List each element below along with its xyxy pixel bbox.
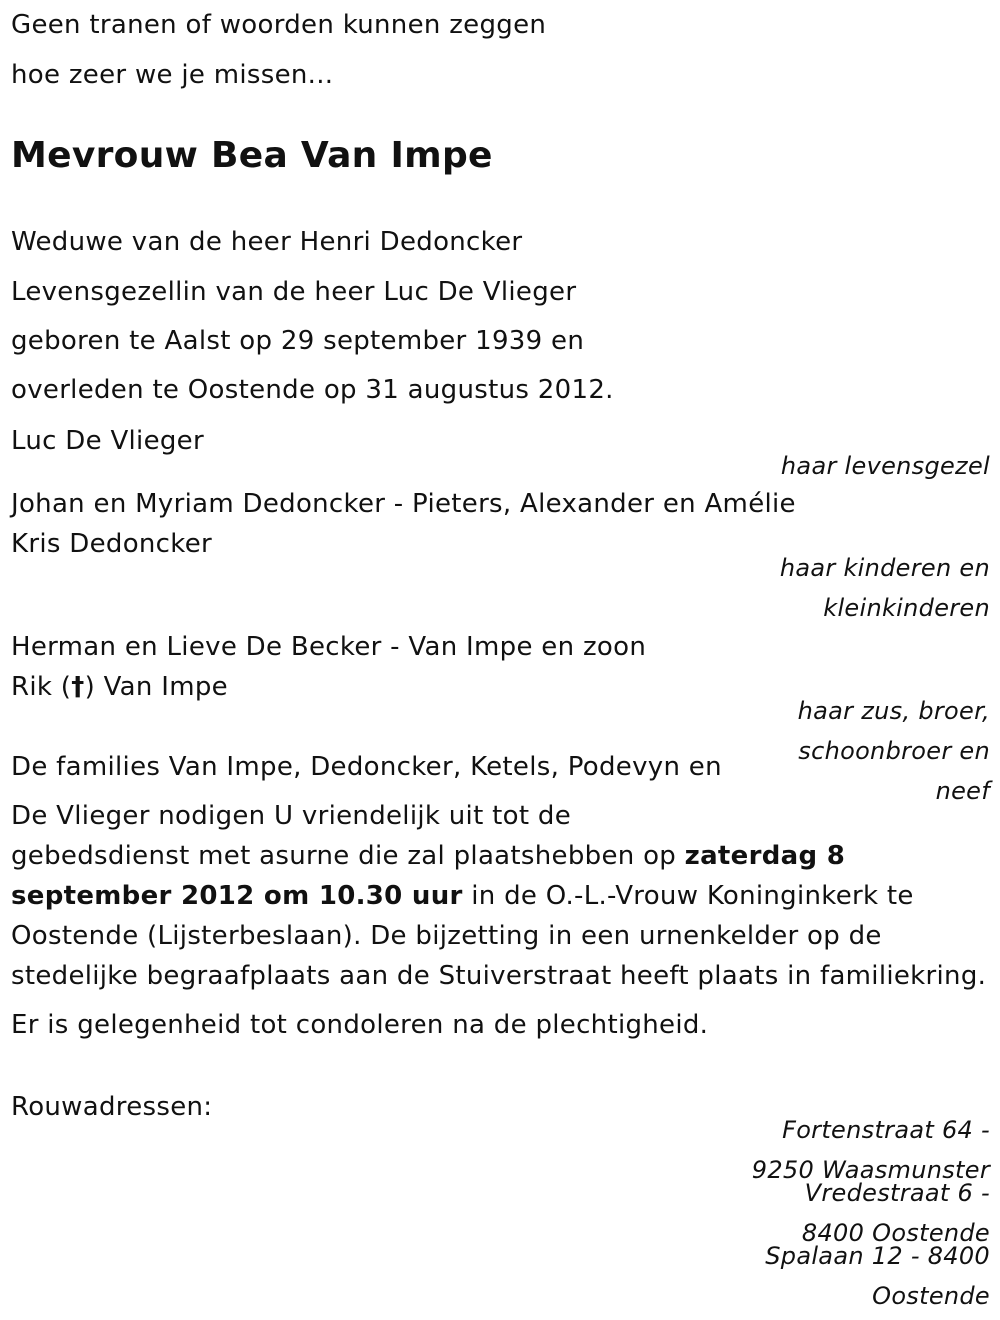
children-line-2: Kris Dedoncker [11, 529, 212, 559]
partner-name: Luc De Vlieger [11, 426, 204, 456]
addresses-label: Rouwadressen: [11, 1092, 213, 1122]
deceased-name: Mevrouw Bea Van Impe [11, 135, 493, 176]
invitation-line-4-b: in de O.-L.-Vrouw Koninginkerk te [462, 881, 914, 911]
invitation-line-1: De families Van Impe, Dedoncker, Ketels, Podevyn en [11, 752, 722, 782]
children-line-1: Johan en Myriam Dedoncker - Pieters, Alexander en Amélie [11, 489, 796, 519]
bio-line-1: Weduwe van de heer Henri Dedoncker [11, 227, 523, 257]
address-1-line-1: Fortenstraat 64 - [782, 1116, 990, 1144]
bio-line-2: Levensgezellin van de heer Luc De Vlieger [11, 277, 577, 307]
siblings-line-2-a: Rik ( [11, 672, 72, 702]
address-2-line-2: 8400 Oostende [801, 1219, 990, 1247]
invitation-line-3 [11, 841, 845, 871]
quote-line-2: hoe zeer we je missen... [11, 60, 334, 90]
service-date: zaterdag 8 [684, 841, 846, 871]
siblings-role-2: schoonbroer en [798, 737, 990, 765]
invitation-line-2: De Vlieger nodigen U vriendelijk uit tot de [11, 801, 572, 831]
quote-line-1: Geen tranen of woorden kunnen zeggen [11, 10, 547, 40]
children-role-2: kleinkinderen [823, 594, 990, 622]
siblings-line-1: Herman en Lieve De Becker - Van Impe en zoon [11, 632, 647, 662]
children-role-1: haar kinderen en [779, 554, 990, 582]
bio-line-4: overleden te Oostende op 31 augustus 2012. [11, 375, 614, 405]
invitation-line-5: Oostende (Lijsterbeslaan). De bijzetting in een urnenkelder op de [11, 921, 882, 951]
address-2-line-1: Vredestraat 6 - [804, 1179, 990, 1207]
address-1-line-2: 9250 Waasmunster [751, 1156, 990, 1184]
siblings-line-2 [11, 672, 228, 702]
condolence-line: Er is gelegenheid tot condoleren na de plechtigheid. [11, 1010, 709, 1040]
service-time: september 2012 om 10.30 uur [11, 881, 463, 911]
siblings-line-2-b: ) Van Impe [84, 672, 228, 702]
invitation-line-3-a: gebedsdienst met asurne die zal plaatshebben op [11, 841, 685, 871]
address-3-line-2: Oostende [872, 1282, 990, 1310]
invitation-line-4 [11, 881, 914, 911]
bio-line-3: geboren te Aalst op 29 september 1939 en [11, 326, 585, 356]
siblings-role-3: neef [935, 777, 990, 805]
address-3-line-1: Spalaan 12 - 8400 [765, 1242, 990, 1270]
siblings-role-1: haar zus, broer, [797, 697, 990, 725]
cross-icon: † [71, 672, 85, 702]
invitation-line-6: stedelijke begraafplaats aan de Stuiverstraat heeft plaats in familiekring. [11, 961, 987, 991]
partner-role: haar levensgezel [780, 452, 990, 480]
